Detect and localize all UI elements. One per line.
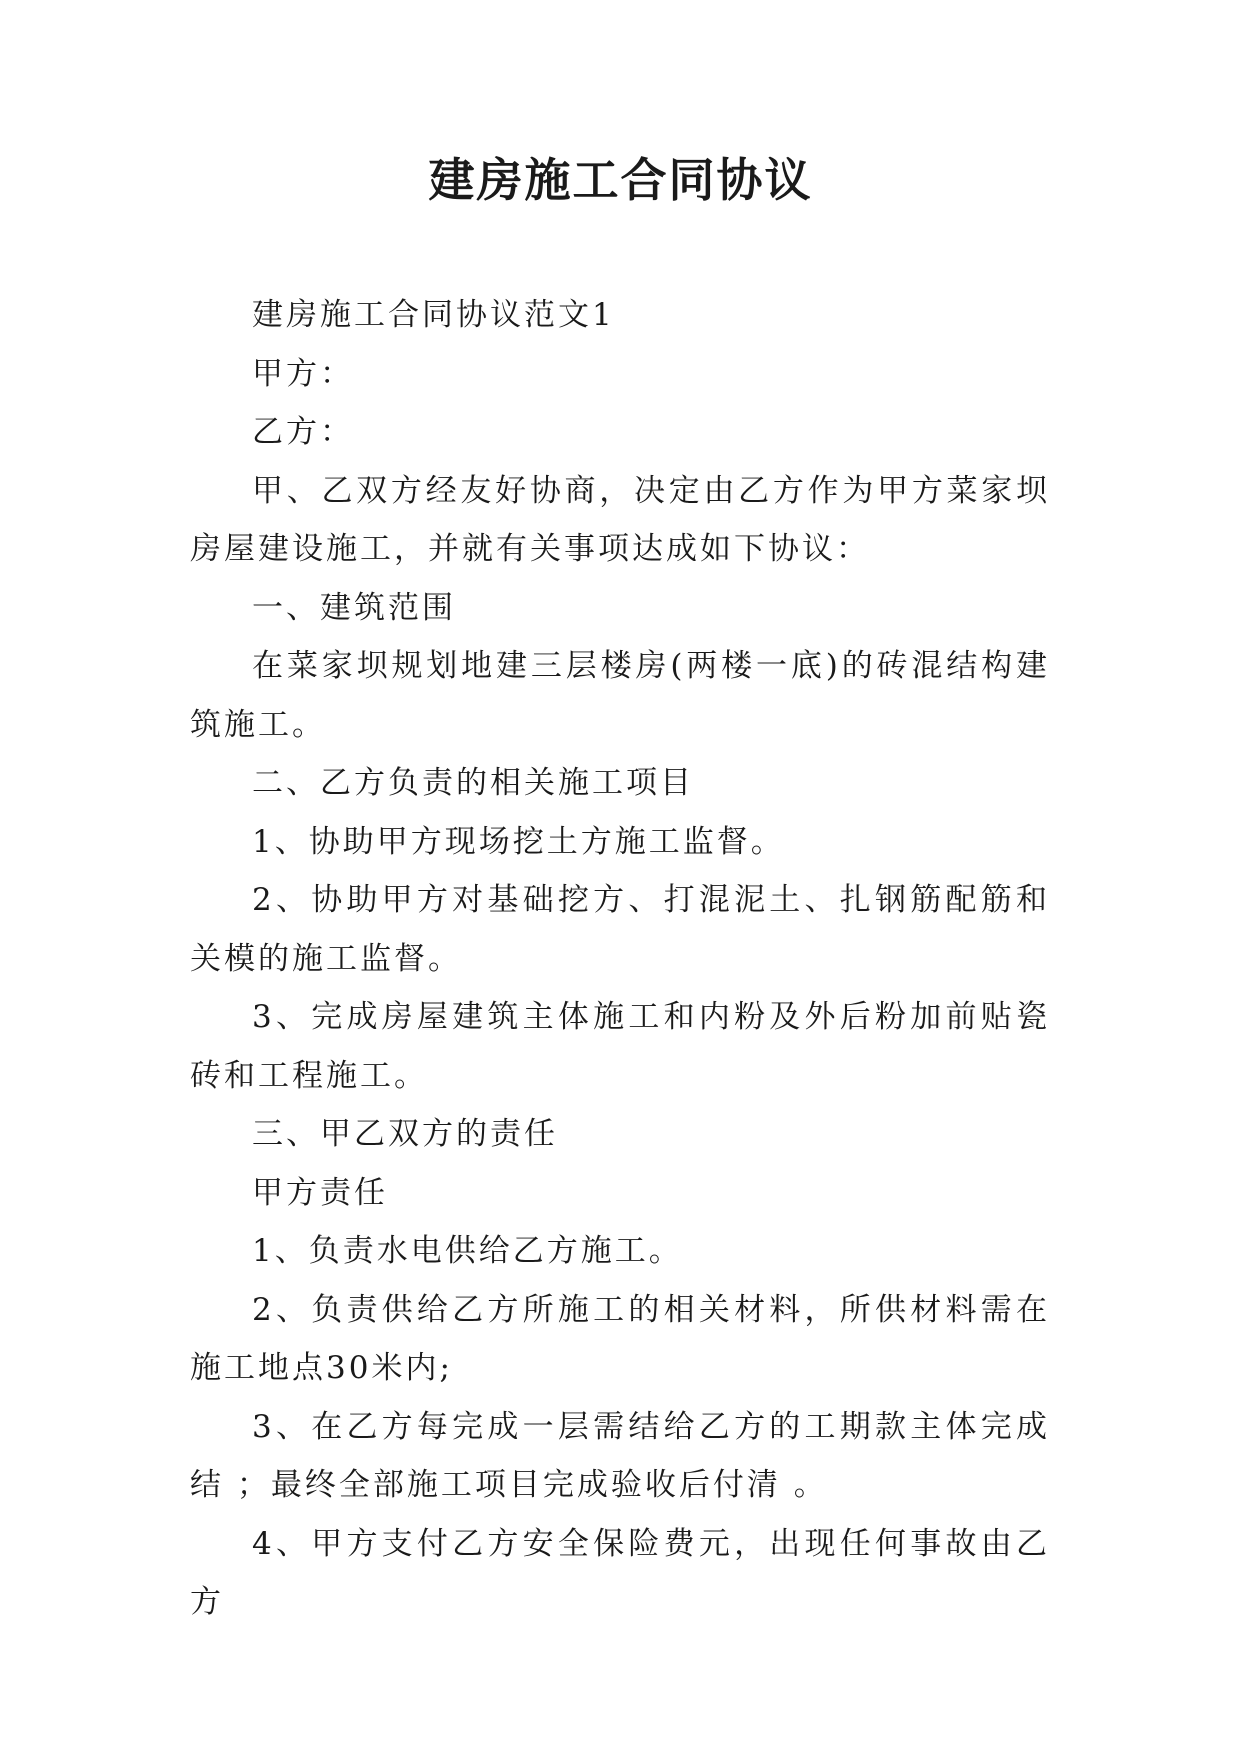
list-item: 2、协助甲方对基础挖方、打混泥土、扎钢筋配筋和关模的施工监督。 — [190, 882, 1050, 977]
list-item: 2、负责供给乙方所施工的相关材料，所供材料需在施工地点30米内; — [190, 1291, 1050, 1386]
paragraph-heading: 建房施工合同协议范文1 — [252, 297, 615, 333]
subheading-party-a-responsibility: 甲方责任 — [252, 1174, 388, 1211]
document-title: 建房施工合同协议 — [428, 153, 813, 207]
section-heading-party-b-items: 二、乙方负责的相关施工项目 — [252, 765, 694, 801]
list-item: 3、在乙方每完成一层需结给乙方的工期款主体完成结 ；最终全部施工项目完成验收后付清 。 — [190, 1408, 1050, 1503]
list-item: 4、甲方支付乙方安全保险费元，出现任何事故由乙方 — [190, 1525, 1050, 1620]
section-heading-scope: 一、建筑范围 — [252, 589, 456, 626]
list-item: 1、协助甲方现场挖土方施工监督。 — [252, 823, 785, 860]
document-body — [190, 286, 1050, 1632]
paragraph-scope: 在菜家坝规划地建三层楼房(两楼一底)的砖混结构建筑施工。 — [190, 648, 1050, 743]
section-heading-responsibilities: 三、甲乙双方的责任 — [252, 1116, 558, 1152]
paragraph-party-b: 乙方： — [252, 414, 354, 450]
paragraph-party-a: 甲方： — [252, 355, 354, 392]
list-item: 3、完成房屋建筑主体施工和内粉及外后粉加前贴瓷砖和工程施工。 — [190, 999, 1050, 1094]
list-item: 1、负责水电供给乙方施工。 — [252, 1233, 683, 1269]
paragraph-preamble: 甲、乙双方经友好协商，决定由乙方作为甲方菜家坝房屋建设施工，并就有关事项达成如下协议： — [190, 472, 1050, 567]
